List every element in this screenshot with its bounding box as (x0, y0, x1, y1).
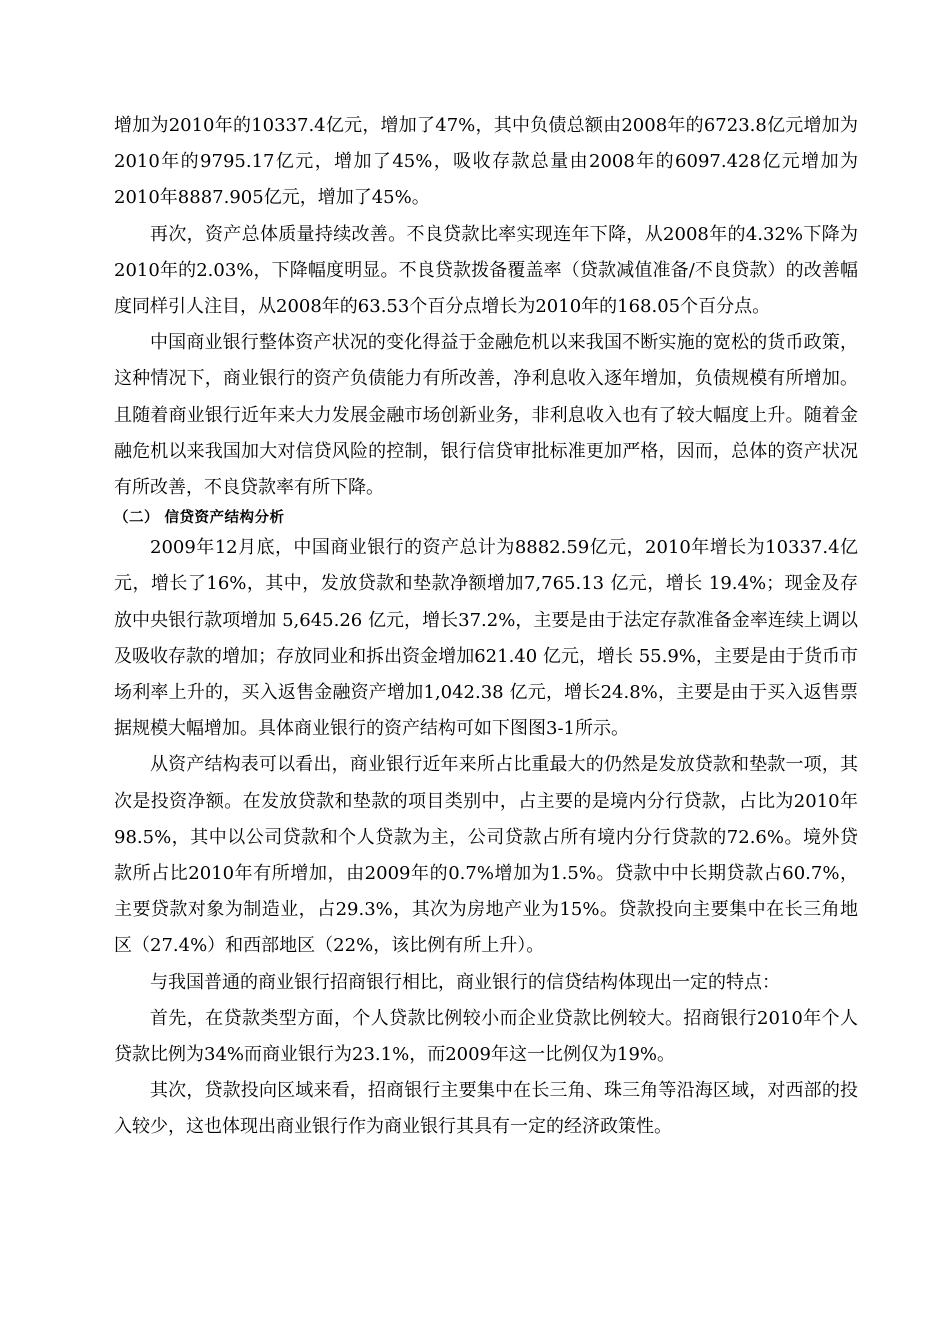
paragraph-asset-growth: 增加为2010年的10337.4亿元，增加了47%，其中负债总额由2008年的6723.8亿元增加为2010年的9795.17亿元，增加了45%，吸收存款总量由2008年的6097.428亿元增加为2010年8887.905亿元，增加了45%。 (114, 115, 858, 209)
paragraph-monetary-policy: 中国商业银行整体资产状况的变化得益于金融危机以来我国不断实施的宽松的货币政策，这种情况下，商业银行的资产负债能力有所改善，净利息收入逐年增加，负债规模有所增加。且随着商业银行近年来大力发展金融市场创新业务，非利息收入也有了较大幅度上升。随着金融危机以来我国加大对信贷风险的控制，银行信贷审批标准更加严格，因而，总体的资产状况有所改善，不良贷款率有所下降。 (114, 332, 858, 499)
paragraph-loan-region: 其次，贷款投向区域来看，招商银行主要集中在长三角、珠三角等沿海区域，对西部的投入较少，这也体现出商业银行作为商业银行其具有一定的经济政策性。 (114, 1080, 858, 1138)
paragraph-comparison-intro: 与我国普通的商业银行招商银行相比，商业银行的信贷结构体现出一定的特点： (150, 971, 780, 993)
paragraph-asset-structure: 从资产结构表可以看出，商业银行近年来所占比重最大的仍然是发放贷款和垫款一项，其次是投资净额。在发放贷款和垫款的项目类别中，占主要的是境内分行贷款，占比为2010年98.5%，其中以公司贷款和个人贷款为主，公司贷款占所有境内分行贷款的72.6%。境外贷款所占比2010年有所增加，由2009年的0.7%增加为1.5%。贷款中中长期贷款占60.7%，主要贷款对象为制造业，占29.3%，其次为房地产业为15%。贷款投向主要集中在长三角地区（27.4%）和西部地区（22%，该比例有所上升）。 (114, 754, 858, 957)
document-page (114, 108, 858, 1146)
paragraph-asset-totals: 2009年12月底，中国商业银行的资产总计为8882.59亿元，2010年增长为10337.4亿元，增长了16%，其中，发放贷款和垫款净额增加7,765.13 亿元，增长 19.4%；现金及存放中央银行款项增加 5,645.26 亿元，增长37.2%，主要是由于法定存款准备金率连续上调以及吸收存款的增加；存放同业和拆出资金增加621.40 亿元，增长 55.9%，主要是由于货币市场利率上升的，买入返售金融资产增加1,042.38 亿元，增长24.8%，主要是由于买入返售票据规模大幅增加。具体商业银行的资产结构可如下图图3-1所示。 (114, 537, 858, 740)
paragraph-loan-type: 首先，在贷款类型方面，个人贷款比例较小而企业贷款比例较大。招商银行2010年个人贷款比例为34%而商业银行为23.1%，而2009年这一比例仅为19%。 (114, 1007, 858, 1066)
paragraph-asset-quality: 再次，资产总体质量持续改善。不良贷款比率实现连年下降，从2008年的4.32%下降为2010年的2.03%，下降幅度明显。不良贷款拨备覆盖率（贷款减值准备/不良贷款）的改善幅度同样引人注目，从2008年的63.53个百分点增长为2010年的168.05个百分点。 (114, 223, 858, 318)
section-heading-credit-structure: （二） 信贷资产结构分析 (114, 510, 285, 527)
